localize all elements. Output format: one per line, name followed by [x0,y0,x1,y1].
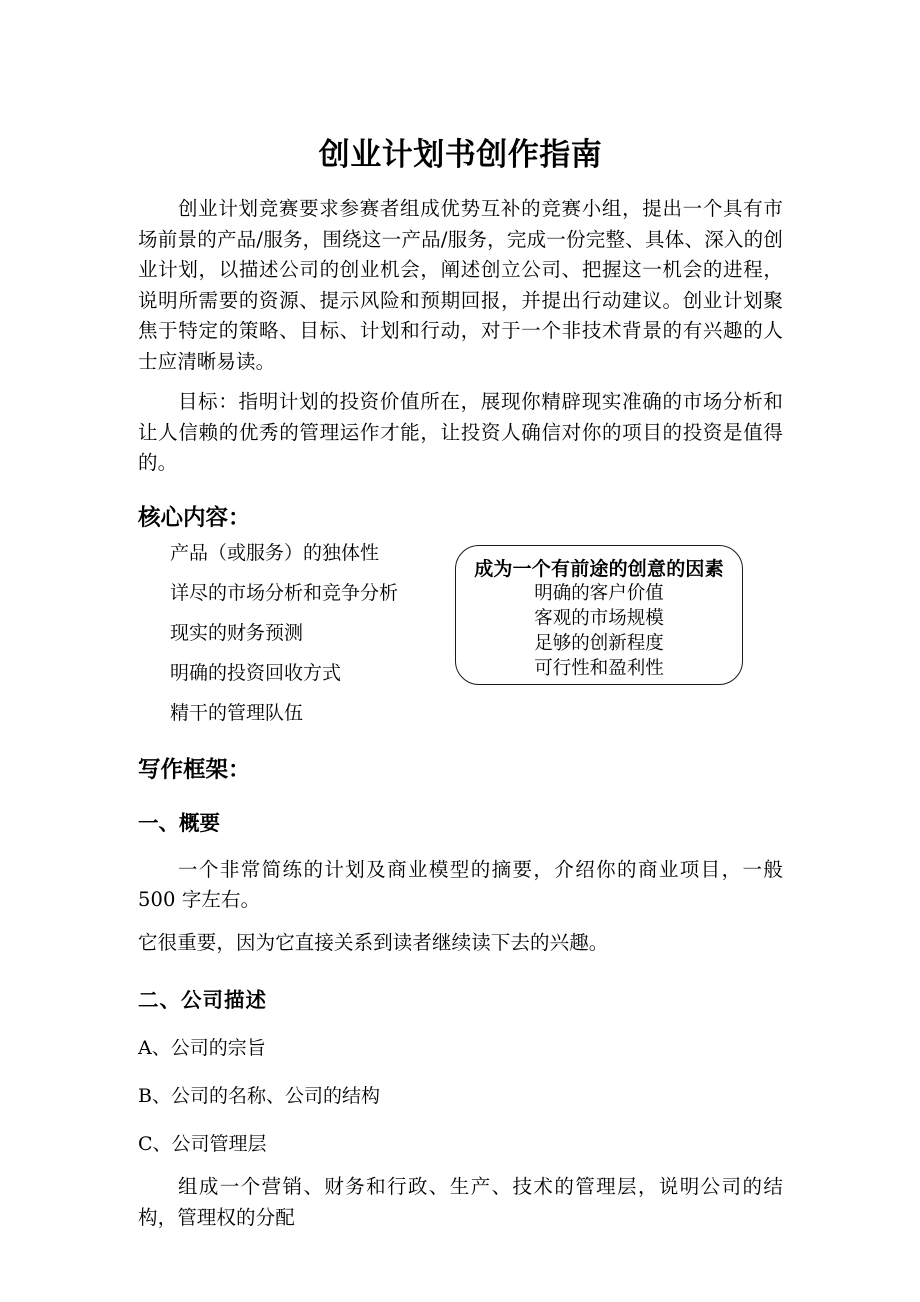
callout-list [456,581,742,681]
list-item: 产品（或服务）的独体性 [170,541,380,564]
core-content-list [138,533,468,733]
goal-paragraph: 目标：指明计划的投资价值所在，展现你精辟现实准确的市场分析和让人信赖的优秀的管理运作才能，让投资人确信对你的项目的投资是值得的。 [138,390,783,474]
list-item: 足够的创新程度 [534,632,664,654]
callout-box [455,545,743,685]
list-item: 明确的客户价值 [534,582,664,604]
list-item: 明确的投资回收方式 [170,661,342,684]
company-item-b: B、公司的名称、公司的结构 [138,1085,380,1107]
list-item: 详尽的市场分析和竞争分析 [170,581,399,604]
overview-note-paragraph: 它很重要，因为它直接关系到读者继续读下去的兴趣。 [138,930,609,954]
company-item-c: C、公司管理层 [138,1133,267,1155]
management-paragraph: 组成一个营销、财务和行政、生产、技术的管理层，说明公司的结构，管理权的分配 [138,1175,783,1229]
page-title: 创业计划书创作指南 [318,137,603,173]
company-item-a: A、公司的宗旨 [138,1037,266,1059]
writing-framework-heading: 写作框架： [138,756,251,783]
callout-title: 成为一个有前途的创意的因素 [474,557,724,580]
section-heading-company-description: 二、公司描述 [138,988,267,1012]
list-item: 客观的市场规模 [534,607,664,629]
overview-summary-paragraph: 一个非常简练的计划及商业模型的摘要，介绍你的商业项目，一般 500 字左右。 [138,857,783,911]
intro-paragraph: 创业计划竞赛要求参赛者组成优势互补的竞赛小组，提出一个具有市场前景的产品/服务，围绕这一产品/服务，完成一份完整、具体、深入的创业计划，以描述公司的创业机会，阐述创立公司、把握这一机会的进程，说明所需要的资源、提示风险和预期回报，并提出行动建议。创业计划聚焦于特定的策略、目标、计划和行动，对于一个非技术背景的有兴趣的人士应清晰易读。 [138,197,783,373]
list-item: 可行性和盈利性 [534,657,664,679]
core-content-heading: 核心内容： [138,504,251,531]
core-content-block [138,533,783,733]
document-content [138,0,783,1233]
list-item: 现实的财务预测 [170,621,304,644]
section-heading-overview: 一、概要 [138,810,220,835]
list-item: 精干的管理队伍 [170,701,304,724]
